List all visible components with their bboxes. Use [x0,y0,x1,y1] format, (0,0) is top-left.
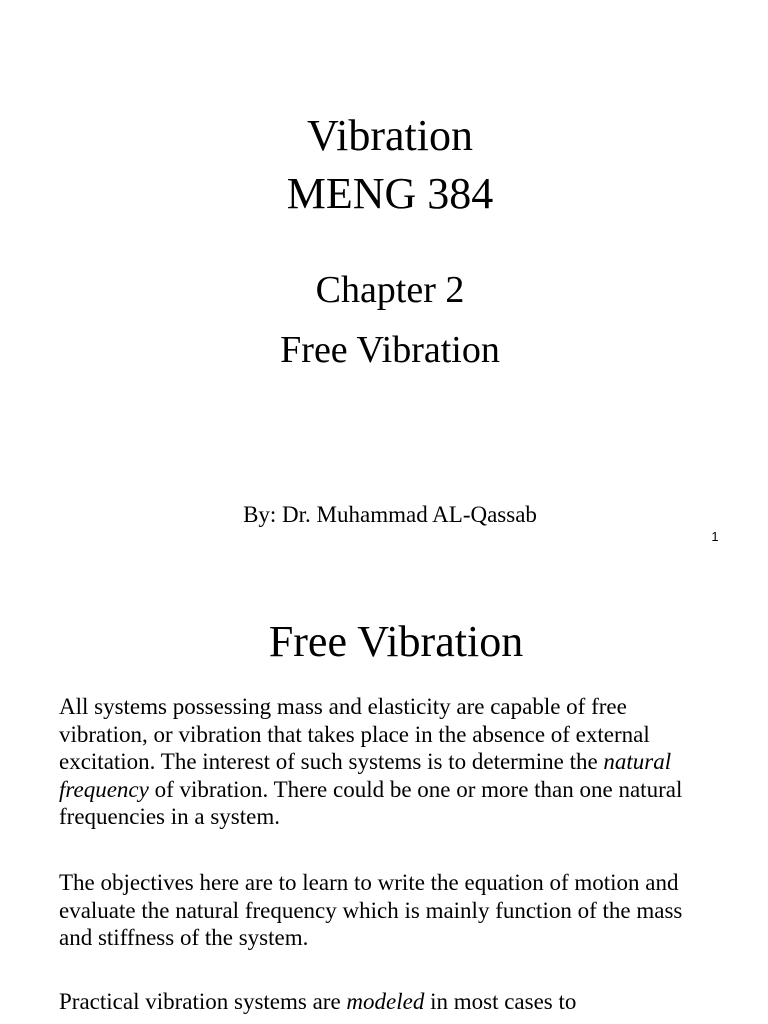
paragraph-objectives [59,869,719,952]
paragraph-text: The objectives here are to learn to write the equation of motion and evaluate the natural frequency which is mainly function of the mass and stiffness of the system. [59,870,683,950]
emphasized-term: natural frequency [59,749,672,802]
course-title: Vibration [307,111,473,160]
course-code: MENG 384 [286,169,494,218]
paragraph-practical-systems [59,988,719,1016]
emphasized-term: modeled [346,989,425,1014]
chapter-title: Free Vibration [280,329,500,371]
author-line: By: Dr. Muhammad AL-Qassab [243,502,537,527]
paragraph-free-vibration-definition [59,693,719,831]
paragraph-text: in most cases to [424,989,577,1014]
chapter-number: Chapter 2 [315,269,465,311]
paragraph-text: of vibration. There could be one or more than one natural frequencies in a system. [59,776,683,829]
paragraph-text: All systems possessing mass and elasticity are capable of free vibration, or vibration that takes place in the absence of external excitation. The interest of such systems is to determine the [59,694,650,774]
paragraph-text: Practical vibration systems are [59,989,347,1014]
page-number: 1 [711,529,719,544]
slide-title: Free Vibration [268,617,524,666]
